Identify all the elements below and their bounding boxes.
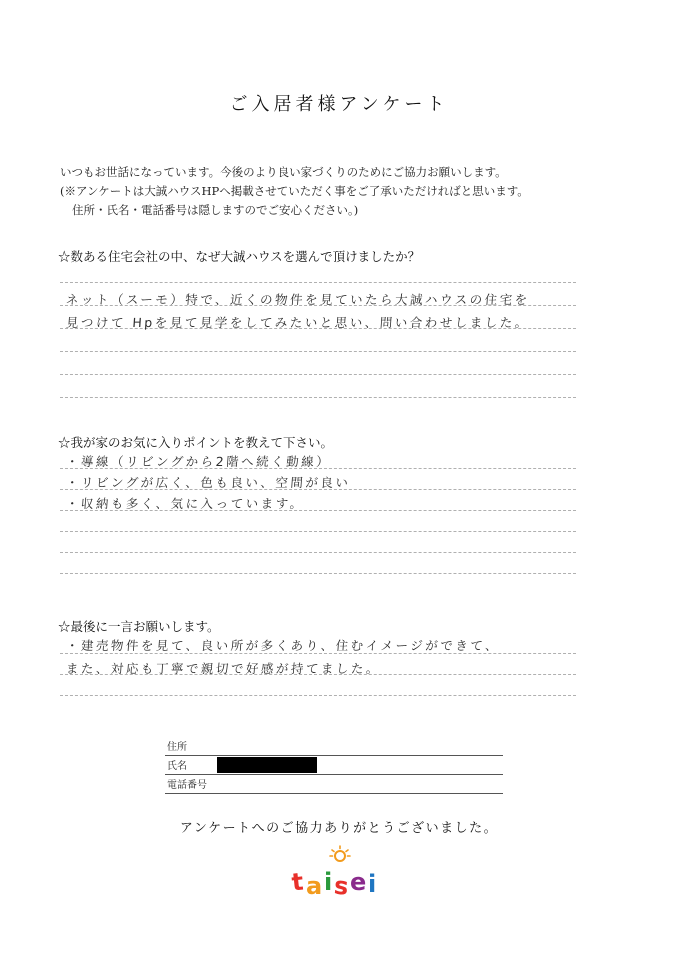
address-row bbox=[165, 736, 503, 756]
intro-line-3: 住所・氏名・電話番号は隠しますのでご安心ください。) bbox=[72, 203, 359, 217]
answer-1-line-1: ネット（スーモ）特で、近くの物件を見ていたら大誠ハウスの住宅を bbox=[65, 292, 531, 307]
redaction-block bbox=[217, 757, 317, 773]
question-2: ☆我が家のお気に入りポイントを教えて下さい。 bbox=[58, 435, 334, 450]
name-label: 氏名 bbox=[167, 761, 187, 772]
svg-text:a: a bbox=[306, 872, 323, 900]
taisei-logo bbox=[288, 844, 392, 904]
svg-text:t: t bbox=[290, 867, 305, 897]
svg-text:e: e bbox=[350, 868, 367, 896]
svg-text:i: i bbox=[368, 870, 377, 898]
answer-1-line-2: 見つけて Hpを見て見学をしてみたいと思い、問い合わせしました。 bbox=[65, 315, 531, 330]
svg-text:s: s bbox=[332, 871, 350, 901]
answer-2-line-3: ・収納も多く、気に入っています。 bbox=[65, 496, 306, 511]
question-3: ☆最後に一言お願いします。 bbox=[58, 619, 220, 634]
question-1: ☆数ある住宅会社の中、なぜ大誠ハウスを選んで頂けましたか？ bbox=[58, 249, 421, 264]
intro-text bbox=[60, 163, 529, 220]
answer-3-line-1: ・建売物件を見て、良い所が多くあり、住むイメージができて、 bbox=[65, 638, 501, 653]
sun-icon bbox=[330, 846, 350, 861]
thanks-message: アンケートへのご協力ありがとうございました。 bbox=[179, 821, 499, 836]
page-title: ご入居者様アンケート bbox=[229, 94, 449, 115]
phone-label: 電話番号 bbox=[167, 780, 207, 791]
name-row bbox=[165, 755, 503, 775]
intro-line-2: (※アンケートは大誠ハウスHPへ掲載させていただく事をご了承いただければと思います。 bbox=[60, 184, 529, 198]
answer-3-line-2: また、対応も丁寧で親切で好感が持てました。 bbox=[65, 661, 382, 676]
answer-2-line-2: ・リビングが広く、色も良い、空間が良い bbox=[65, 475, 352, 490]
intro-line-1: いつもお世話になっています。今後のより良い家づくりのためにご協力お願いします。 bbox=[60, 165, 507, 179]
phone-row bbox=[165, 774, 503, 794]
address-label: 住所 bbox=[167, 742, 187, 753]
answer-2-line-1: ・導線（リビングから2階へ続く動線） bbox=[65, 454, 332, 469]
svg-text:i: i bbox=[324, 868, 333, 896]
